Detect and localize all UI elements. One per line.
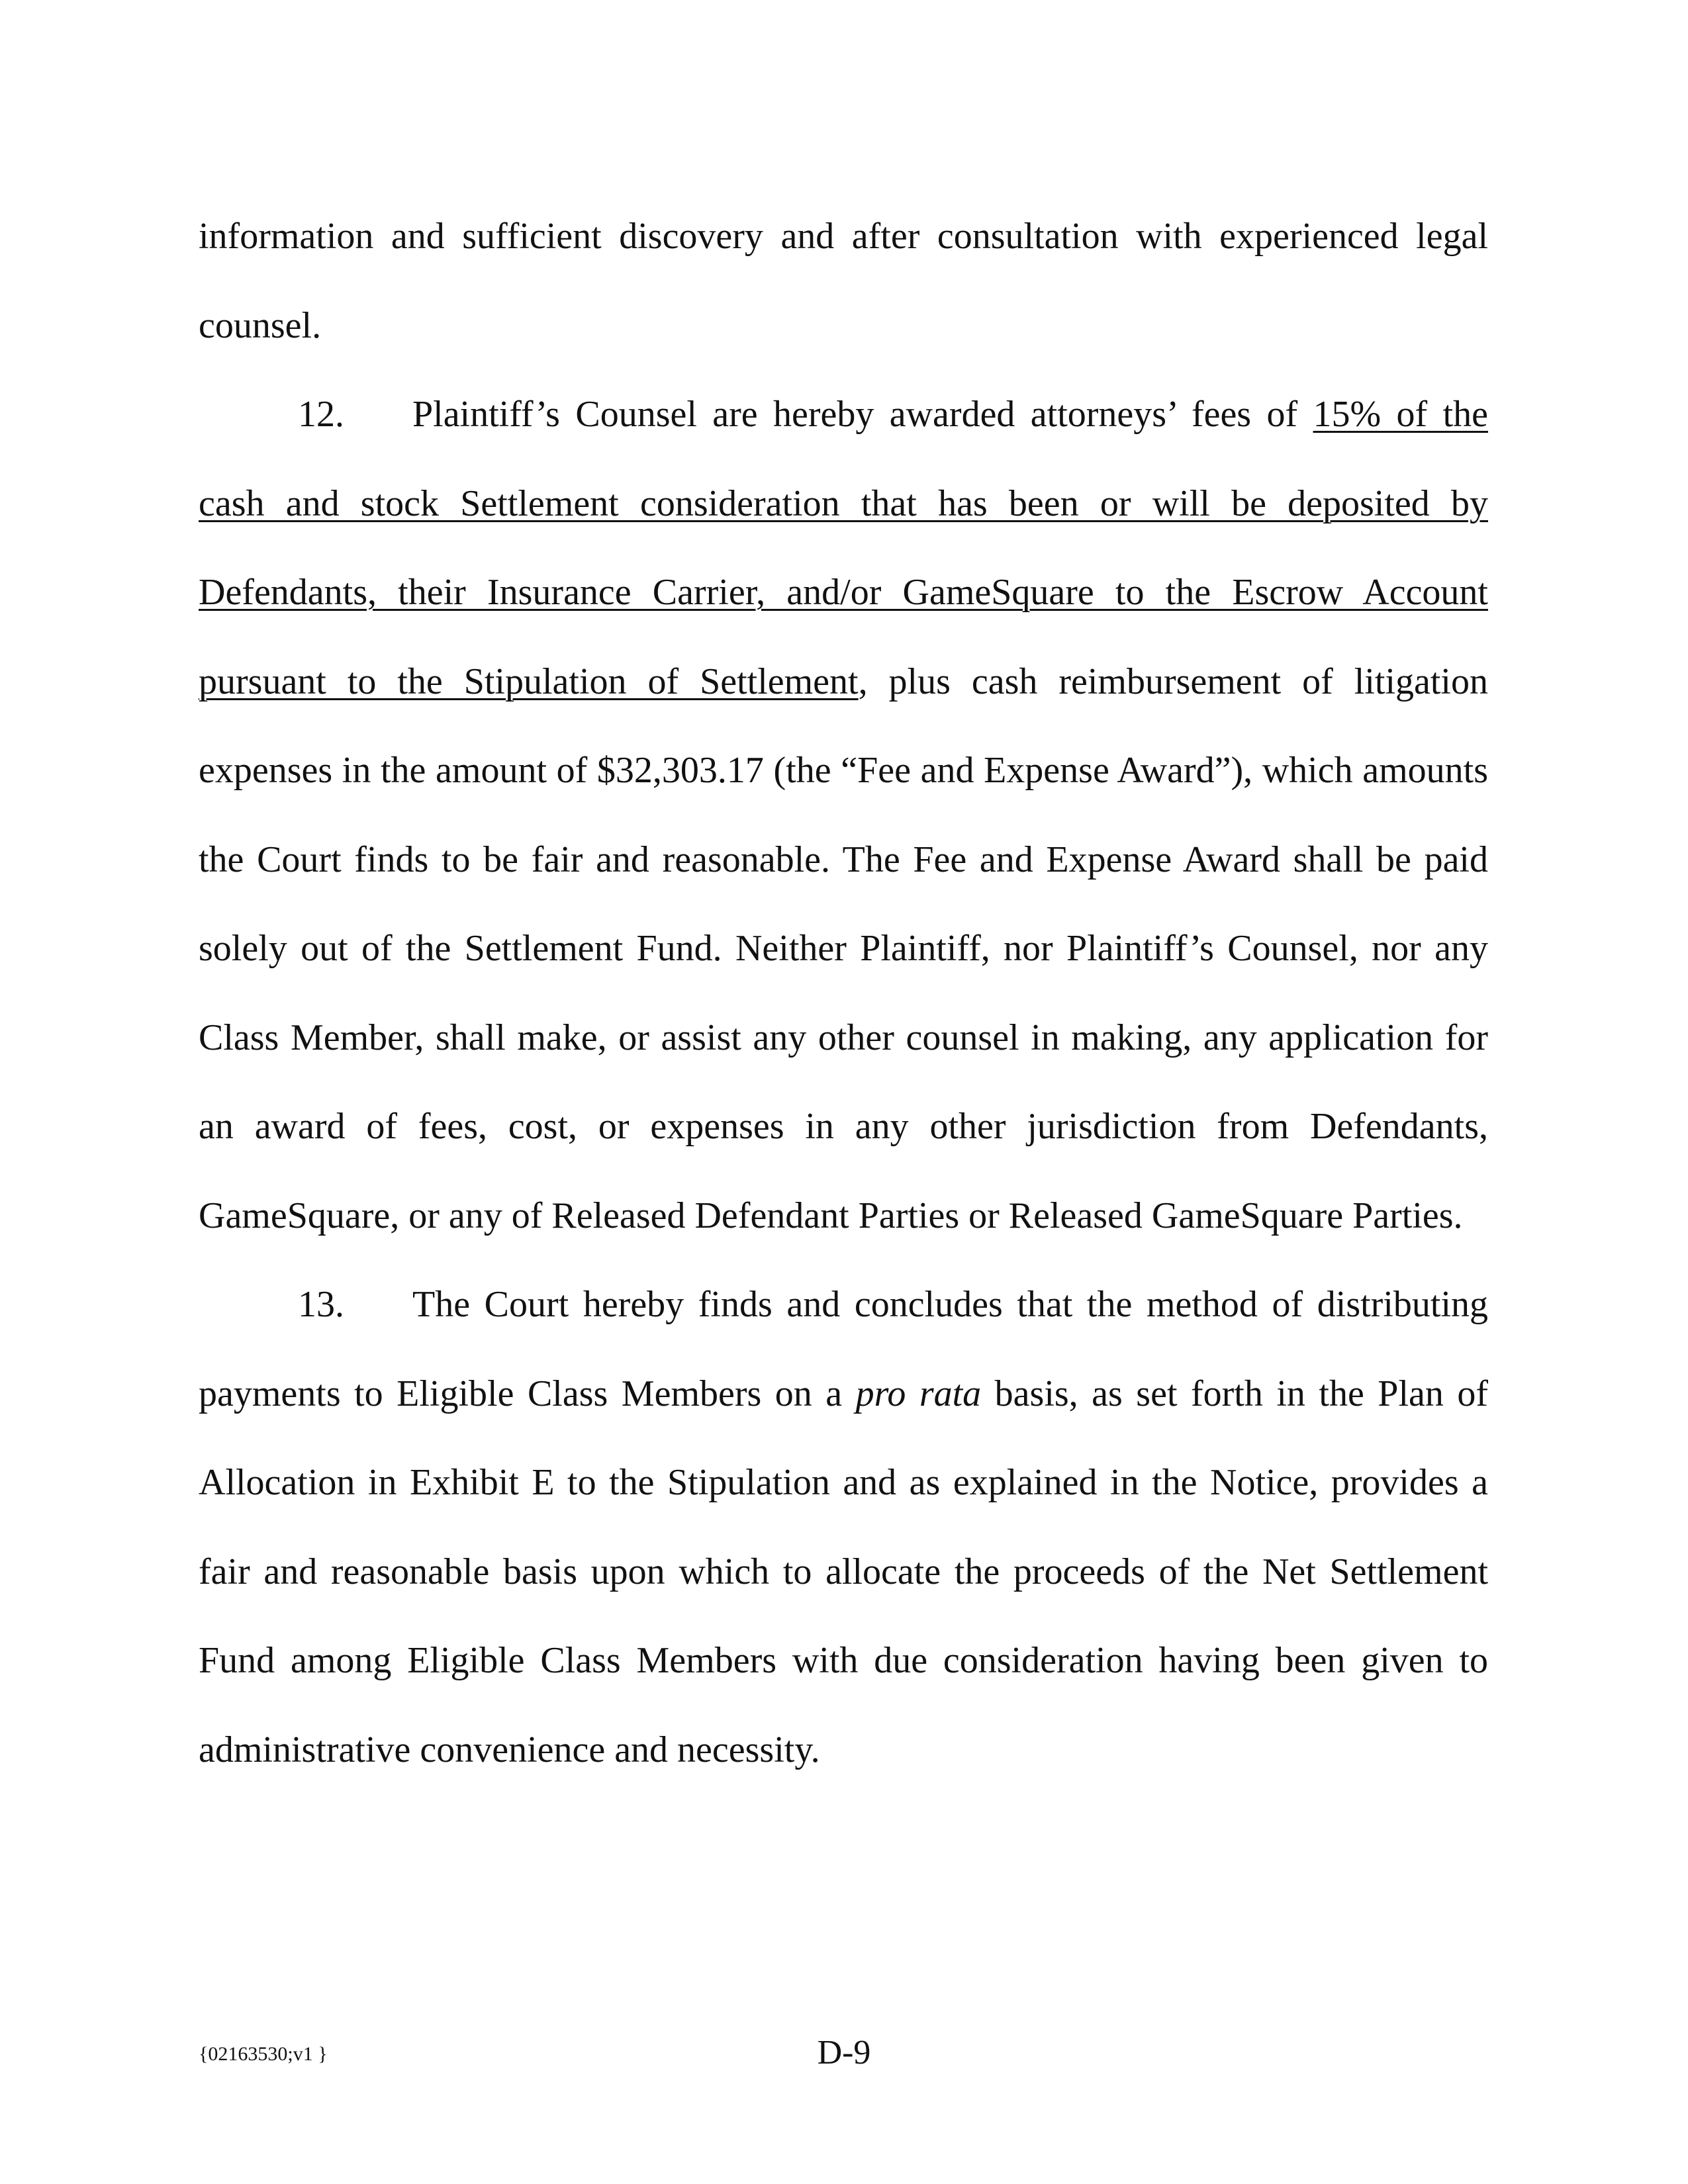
footer-document-id: {02163530;v1 } — [199, 2043, 328, 2065]
paragraph-12 — [199, 370, 1488, 1260]
underlined-fee-clause: 15% of the cash and stock Settlement consideration that has been or will be deposited by Defendants, their Insurance Carrier, and/or GameSquare to the Escrow Account pursuant to the Stipulation of Settlement — [199, 394, 1488, 702]
italic-term: pro rata — [855, 1373, 982, 1414]
paragraph-text-lead: Plaintiff’s Counsel are hereby awarded attorneys’ fees of — [412, 394, 1313, 435]
continuation-paragraph: information and sufficient discovery and after consultation with experienced legal counsel. — [199, 216, 1488, 346]
paragraph-text-rest: , plus cash reimbursement of litigation expenses in the amount of $32,303.17 (the “Fee and Expense Award”), which amounts the Court finds to be fair and reasonable. The Fee and Expense Award shall be paid solely out of the Settlement Fund. Neither Plaintiff, nor Plaintiff’s Counsel, nor any Class Member, shall make, or assist any other counsel in making, any application for an award of fees, cost, or expenses in any other jurisdiction from Defendants, GameSquare, or any of Released Defendant Parties or Released GameSquare Parties. — [199, 660, 1488, 1236]
paragraph-number: 12. — [298, 394, 344, 435]
paragraph-number: 13. — [298, 1284, 344, 1325]
footer-page-number: D-9 — [817, 2034, 871, 2071]
paragraph-13 — [199, 1260, 1488, 1794]
paragraph-text-lead: The Court hereby finds and concludes that the method of distributing payments to Eligible Class Members on a — [199, 1284, 1488, 1414]
paragraph-text-rest: basis, as set forth in the Plan of Allocation in Exhibit E to the Stipulation and as explained in the Notice, provides a fair and reasonable basis upon which to allocate the proceeds of the Net Settlement Fund among Eligible Class Members with due consideration having been given to administrative convenience and necessity. — [199, 1373, 1488, 1770]
document-body — [199, 192, 1488, 1794]
